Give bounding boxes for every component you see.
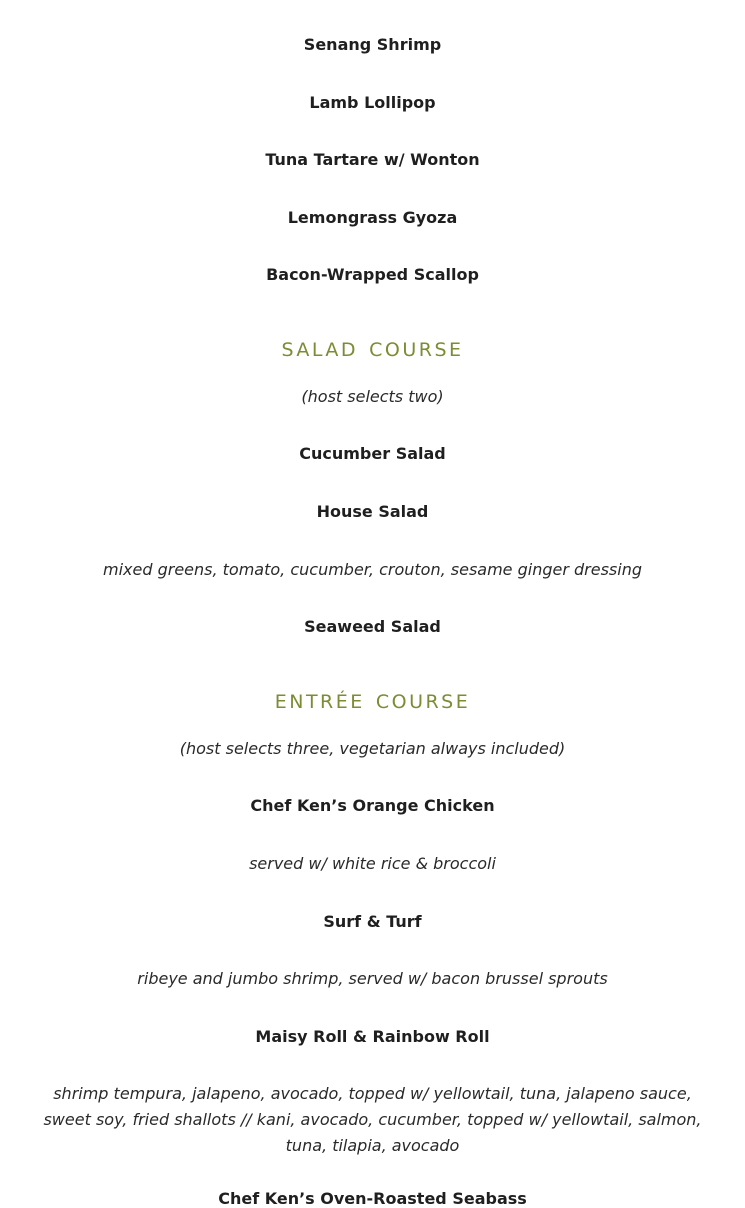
menu-item-tuna-tartare: Tuna Tartare w/ Wonton	[265, 150, 480, 169]
section-note-salad: (host selects two)	[301, 387, 444, 406]
menu-item-surf-and-turf: Surf & Turf	[323, 912, 422, 931]
section-note-entree: (host selects three, vegetarian always included)	[179, 739, 566, 758]
menu-item-cucumber-salad: Cucumber Salad	[299, 444, 446, 463]
menu-item-oven-roasted-seabass: Chef Ken’s Oven-Roasted Seabass	[218, 1189, 527, 1208]
section-heading-entree-course: entrée course	[274, 684, 471, 715]
section-heading-salad-course: salad course	[281, 332, 464, 363]
menu-item-lemongrass-gyoza: Lemongrass Gyoza	[287, 208, 458, 227]
menu-item-description-maisy-rainbow-roll: shrimp tempura, jalapeno, avocado, topped w/ yellowtail, tuna, jalapeno sauce, sweet soy, fried shallots // kani, avocado, cucumber, topped w/ yellowtail, salmon, tuna, tilapia, avocado	[43, 1084, 702, 1155]
menu-item-description-house-salad: mixed greens, tomato, cucumber, crouton, sesame ginger dressing	[103, 560, 642, 579]
menu-item-orange-chicken: Chef Ken’s Orange Chicken	[250, 796, 495, 815]
menu-item-bacon-wrapped-scallop: Bacon-Wrapped Scallop	[266, 265, 479, 284]
menu-item-senang-shrimp: Senang Shrimp	[303, 35, 442, 54]
menu-item-house-salad: House Salad	[316, 502, 429, 521]
menu-item-lamb-lollipop: Lamb Lollipop	[309, 93, 436, 112]
menu-item-maisy-rainbow-roll: Maisy Roll & Rainbow Roll	[255, 1027, 490, 1046]
menu-item-description-surf-and-turf: ribeye and jumbo shrimp, served w/ bacon brussel sprouts	[137, 969, 608, 988]
menu-item-description-orange-chicken: served w/ white rice & broccoli	[249, 854, 496, 873]
menu-item-seaweed-salad: Seaweed Salad	[304, 617, 441, 636]
